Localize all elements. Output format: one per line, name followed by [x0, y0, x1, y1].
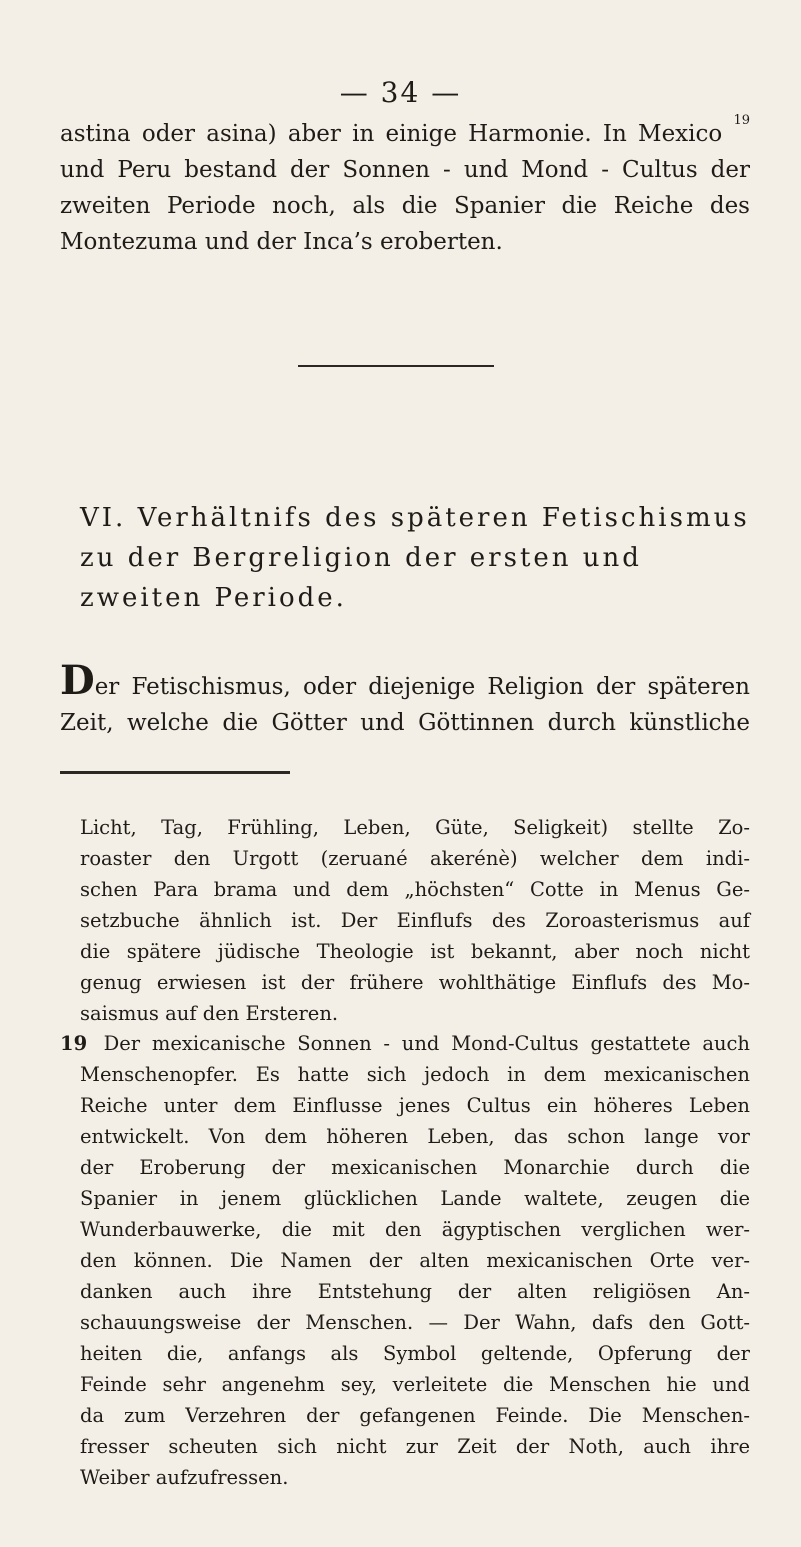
note-line: schauungsweise der Menschen. — Der Wahn, dafs den Gott-	[80, 1311, 750, 1334]
note-line: schen Para brama und dem „höchsten“ Cotte in Menus Ge-	[80, 878, 750, 901]
note-line: Reiche unter dem Einflusse jenes Cultus ein höheres Leben	[80, 1094, 750, 1117]
note-line: da zum Verzehren der gefangenen Feinde. Die Menschen-	[80, 1404, 750, 1427]
footnote-continued	[60, 812, 750, 1029]
text-line-segment: astina oder asina) aber in einige Harmonie. In Mexico	[60, 121, 723, 147]
footnote-divider	[60, 771, 290, 774]
note-line: fresser scheuten sich nicht zur Zeit der Noth, auch ihre	[80, 1435, 750, 1458]
section-divider	[298, 365, 494, 367]
heading-line: zu der Bergreligion der ersten und	[80, 543, 642, 573]
drop-cap: D	[60, 657, 95, 704]
page-number: — 34 —	[339, 76, 462, 109]
paragraph	[60, 657, 750, 741]
text-line: Montezuma und der Inca’s eroberten.	[60, 229, 503, 255]
note-line: Menschenopfer. Es hatte sich jedoch in dem mexicanischen	[80, 1063, 750, 1086]
note-line: genug erwiesen ist der frühere wohlthätige Einflufs des Mo-	[80, 971, 750, 994]
note-line: danken auch ihre Entstehung der alten religiösen An-	[80, 1280, 750, 1303]
note-line: Weiber aufzufressen.	[80, 1466, 289, 1489]
note-line	[60, 1028, 750, 1059]
note-line: Wunderbauwerke, die mit den ägyptischen verglichen wer-	[80, 1218, 750, 1241]
text-line-segment: Der mexicanische Sonnen - und Mond-Cultus gestattete auch	[103, 1032, 750, 1055]
text-line: zweiten Periode noch, als die Spanier die Reiche des	[60, 193, 750, 219]
text-line: Zeit, welche die Götter und Göttinnen durch künstliche	[60, 710, 750, 736]
text-line: und Peru bestand der Sonnen - und Mond - Cultus der	[60, 157, 750, 183]
top-paragraph	[60, 113, 750, 260]
footnote-19	[60, 1028, 750, 1493]
footnote-ref: 19	[733, 113, 750, 128]
note-line: setzbuche ähnlich ist. Der Einflufs des Zoroasterismus auf	[80, 909, 750, 932]
heading-line: zweiten Periode.	[80, 583, 347, 613]
note-line: der Eroberung der mexicanischen Monarchie durch die	[80, 1156, 750, 1179]
note-line: saismus auf den Ersteren.	[80, 1002, 339, 1025]
section-heading	[80, 498, 750, 618]
footnote-number: 19	[60, 1032, 88, 1055]
heading-line: VI. Verhältnifs des späteren Fetischismus	[80, 503, 750, 533]
note-line: entwickelt. Von dem höheren Leben, das schon lange vor	[80, 1125, 750, 1148]
note-line: roaster den Urgott (zeruané akerénè) welcher dem indi-	[80, 847, 750, 870]
note-line: den können. Die Namen der alten mexicanischen Orte ver-	[80, 1249, 750, 1272]
note-line: die spätere jüdische Theologie ist bekannt, aber noch nicht	[80, 940, 750, 963]
note-line: Licht, Tag, Frühling, Leben, Güte, Seligkeit) stellte Zo-	[80, 816, 750, 839]
note-line: Feinde sehr angenehm sey, verleitete die Menschen hie und	[80, 1373, 750, 1396]
text-line	[60, 113, 750, 152]
text-line-segment: er Fetischismus, oder diejenige Religion der späteren	[94, 674, 750, 700]
note-line: Spanier in jenem glücklichen Lande waltete, zeugen die	[80, 1187, 750, 1210]
text-line	[60, 657, 750, 705]
note-line: heiten die, anfangs als Symbol geltende, Opferung der	[80, 1342, 750, 1365]
